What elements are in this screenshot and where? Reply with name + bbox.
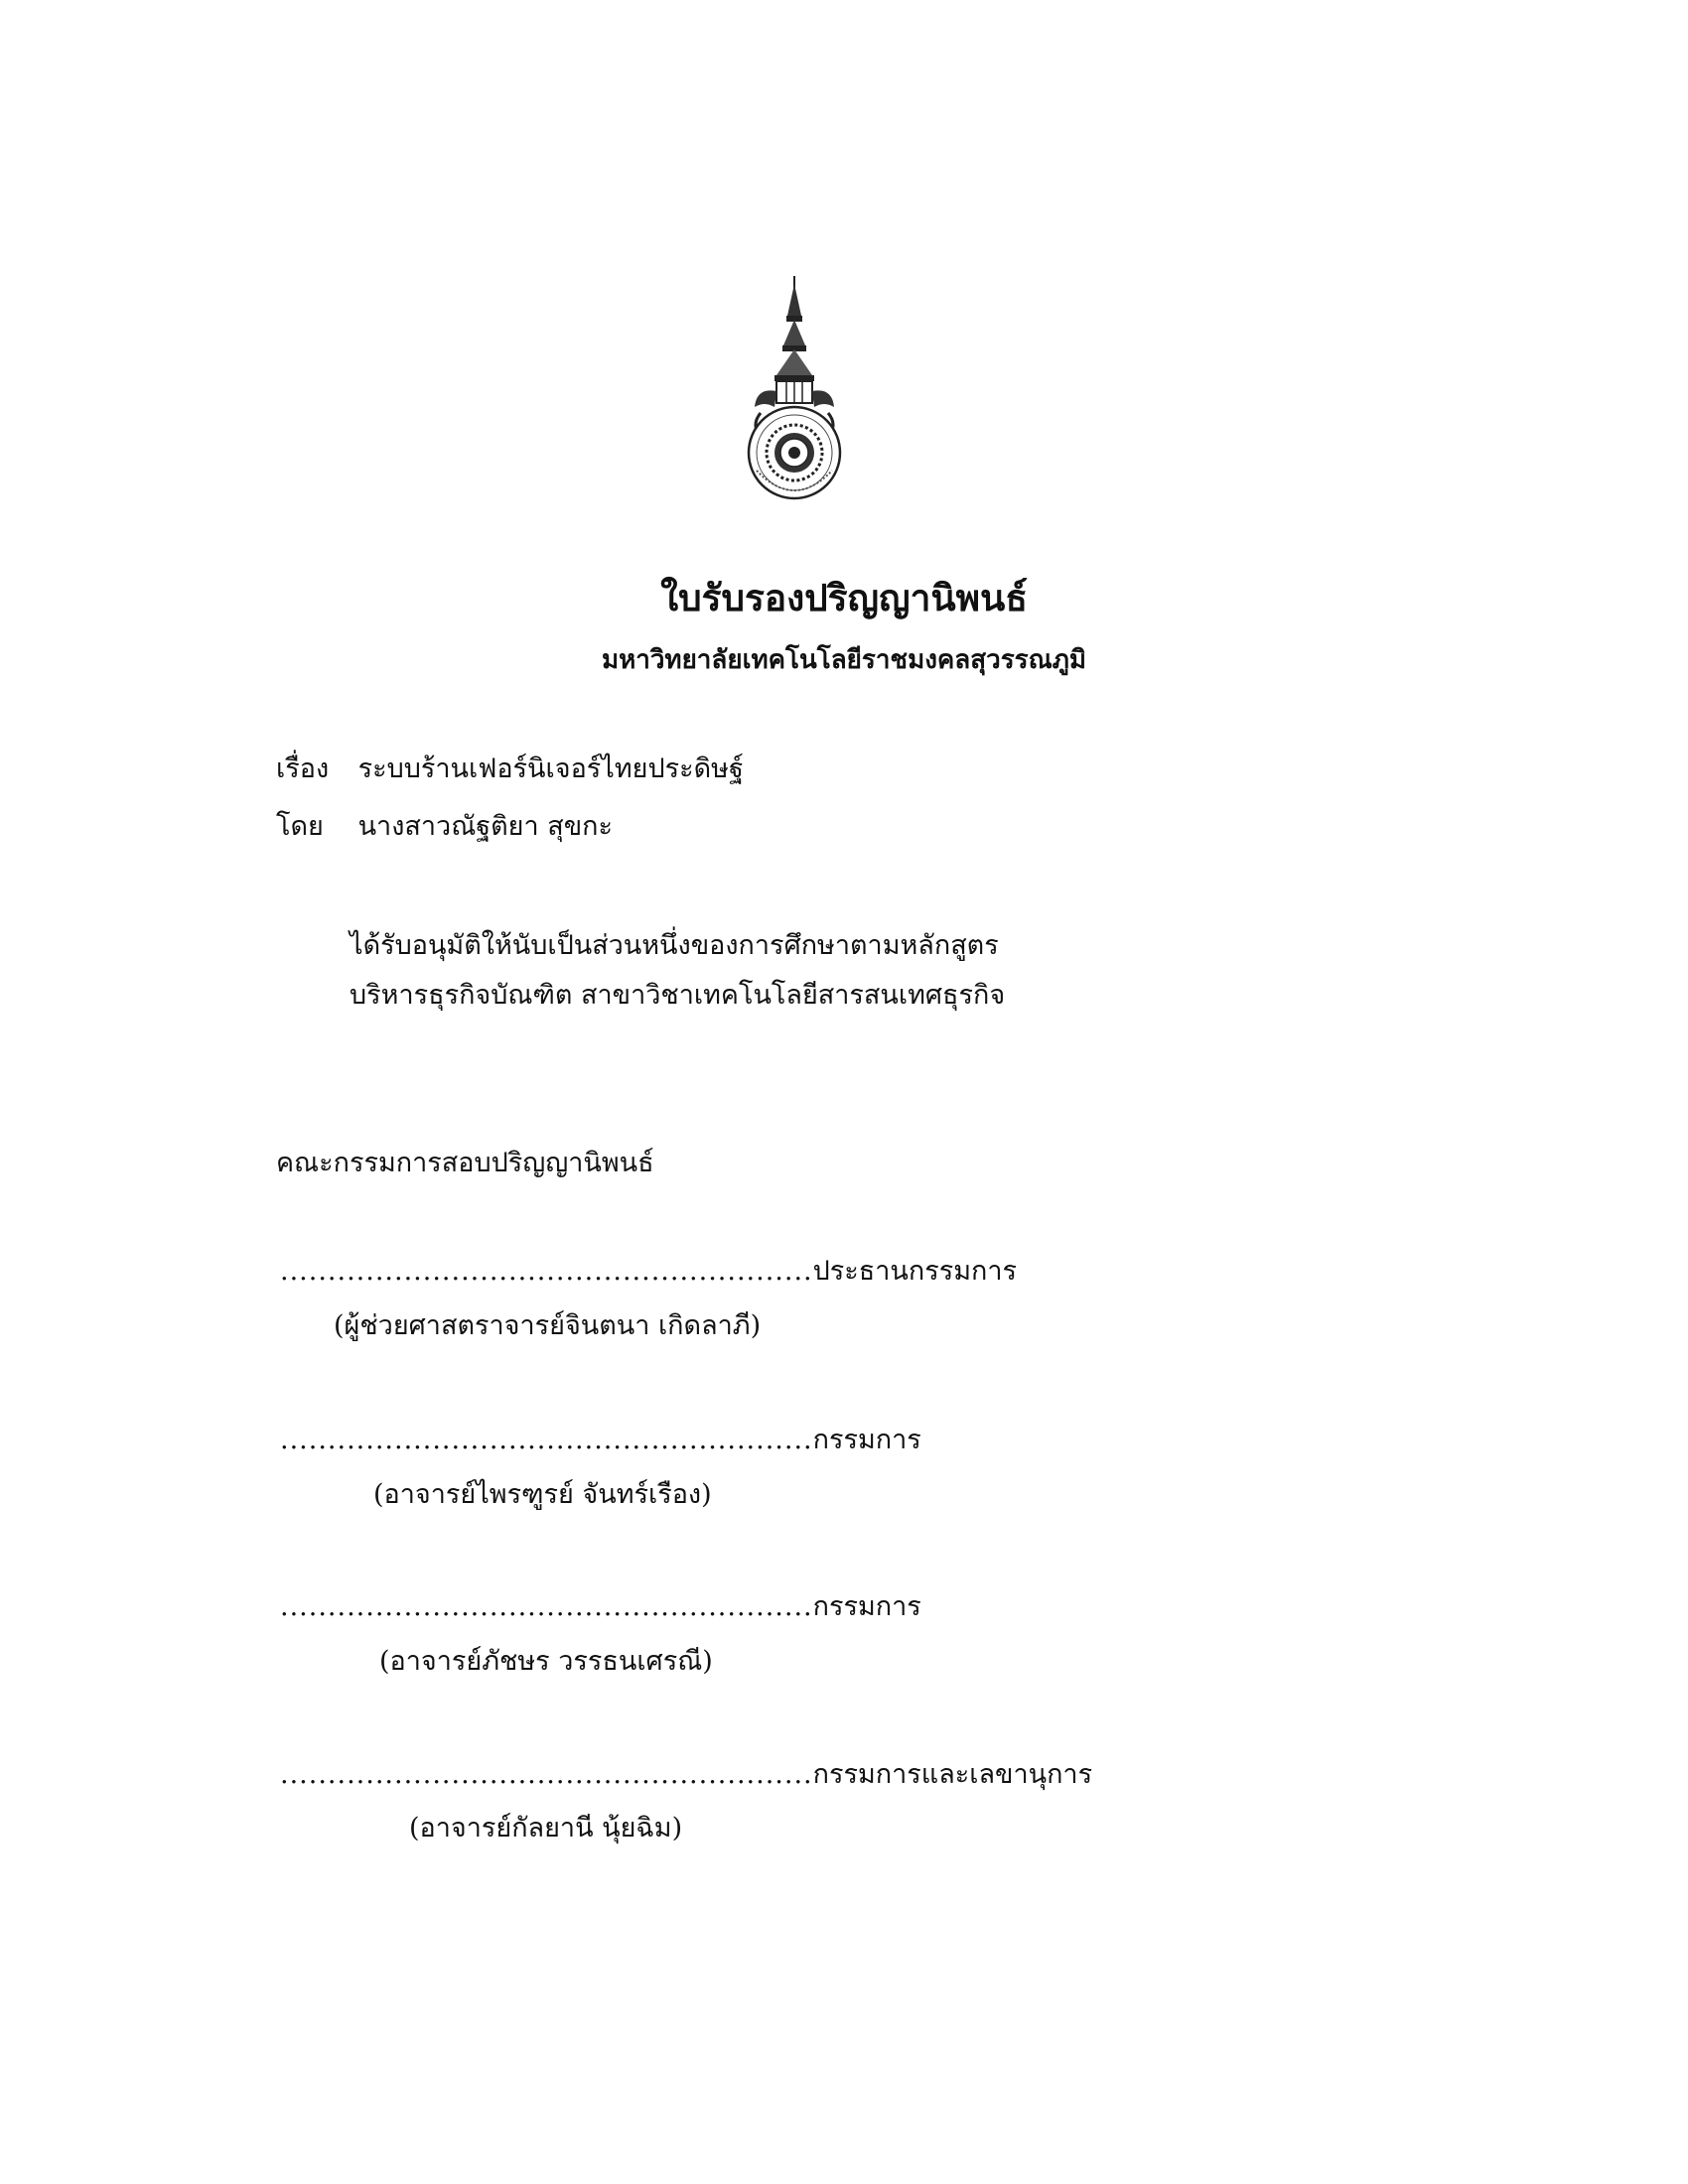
approval-line-2: บริหารธุรกิจบัณฑิต สาขาวิชาเทคโนโลยีสารสนเทศธุรกิจ [350,980,1006,1011]
signature-dots: ........................................................ [280,1759,813,1790]
signature-line [280,1589,921,1625]
committee-role: กรรมการและเลขานุการ [812,1759,1093,1790]
subject-value: ระบบร้านเฟอร์นิเจอร์ไทยประดิษฐ์ [357,753,744,784]
university-name: มหาวิทยาลัยเทคโนโลยีราชมงคลสุวรรณภูมิ [601,645,1087,675]
committee-member-name: (อาจารย์ไพรฑูรย์ จันทร์เรือง) [373,1479,712,1510]
committee-heading: คณะกรรมการสอบปริญญานิพนธ์ [276,1148,654,1178]
signature-line [280,1254,1017,1290]
committee-role: ประธานกรรมการ [812,1256,1018,1287]
approval-line-1: ได้รับอนุมัติให้นับเป็นส่วนหนึ่งของการศึกษาตามหลักสูตร [350,930,999,961]
author-row [276,809,613,845]
signature-line [280,1423,921,1458]
author-label: โดย [276,811,324,842]
author-value: นางสาวณัฐติยา สุขกะ [357,811,614,842]
university-emblem-icon [747,276,842,510]
committee-member-name: (ผู้ช่วยศาสตราจารย์จินตนา เกิดลาภี) [334,1310,762,1341]
committee-member-name: (อาจารย์ภัชษร วรรธนเศรณี) [379,1646,713,1677]
subject-label: เรื่อง [276,753,330,784]
committee-role: กรรมการ [812,1425,921,1455]
subject-row [276,751,744,787]
document-title: ใบรับรองปริญญานิพนธ์ [660,576,1028,619]
signature-dots: ........................................................ [280,1256,813,1287]
signature-dots: ........................................................ [280,1591,813,1622]
signature-line [280,1757,1092,1793]
committee-role: กรรมการ [812,1591,921,1622]
signature-dots: ........................................................ [280,1425,813,1455]
committee-member-name: (อาจารย์กัลยานี นุ้ยฉิม) [409,1813,683,1843]
